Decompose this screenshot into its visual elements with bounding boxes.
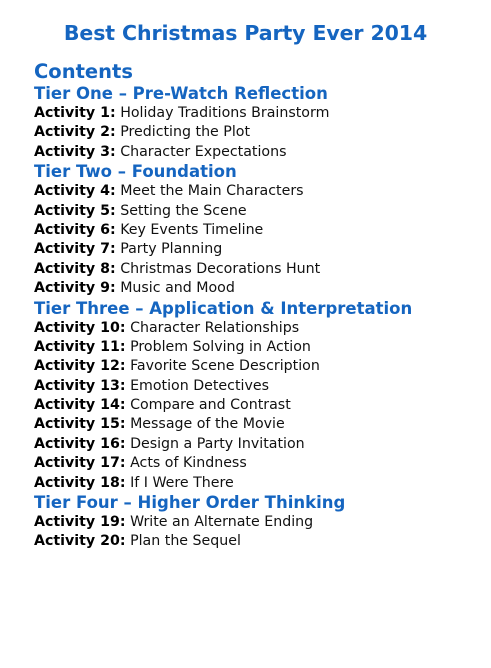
toc-entry-activity-7 (34, 240, 474, 259)
toc-entry-activity-15 (34, 415, 474, 434)
activity-name: Message of the Movie (130, 416, 285, 433)
activity-name: If I Were There (130, 474, 234, 491)
activity-name: Emotion Detectives (130, 377, 269, 394)
activity-name: Music and Mood (120, 280, 235, 297)
toc-entry-activity-12 (34, 357, 474, 376)
activity-name: Write an Alternate Ending (130, 514, 314, 531)
activity-label: Activity 6: (34, 221, 116, 238)
tier-four-heading: Tier Four – Higher Order Thinking (34, 493, 346, 513)
toc-entry-activity-5 (34, 202, 474, 221)
toc-entry-activity-17 (34, 454, 474, 473)
activity-label: Activity 5: (34, 202, 116, 219)
activity-label: Activity 18: (34, 474, 126, 491)
activity-label: Activity 11: (34, 338, 126, 355)
activity-label: Activity 1: (34, 105, 116, 121)
activity-name: Christmas Decorations Hunt (120, 260, 321, 277)
toc-entry-activity-18 (34, 474, 474, 493)
toc-entry-activity-20 (34, 532, 474, 551)
activity-label: Activity 2: (34, 124, 116, 141)
toc-entry-activity-13 (34, 377, 474, 396)
activity-name: Favorite Scene Description (130, 358, 320, 375)
table-of-contents (34, 84, 474, 552)
activity-name: Compare and Contrast (130, 397, 291, 414)
activity-label: Activity 7: (34, 241, 116, 258)
toc-entry-activity-9 (34, 279, 474, 298)
activity-label: Activity 16: (34, 435, 126, 452)
activity-label: Activity 12: (34, 358, 126, 375)
toc-entry-activity-16 (34, 435, 474, 454)
activity-label: Activity 9: (34, 280, 116, 297)
toc-entry-activity-4 (34, 182, 474, 201)
activity-name: Holiday Traditions Brainstorm (120, 105, 330, 121)
toc-entry-activity-6 (34, 221, 474, 240)
toc-entry-activity-1 (34, 104, 474, 123)
activity-label: Activity 14: (34, 397, 126, 414)
toc-entry-activity-11 (34, 338, 474, 357)
activity-name: Meet the Main Characters (120, 183, 304, 200)
activity-label: Activity 13: (34, 377, 126, 394)
activity-label: Activity 3: (34, 143, 116, 160)
document-title: Best Christmas Party Ever 2014 (63, 21, 428, 45)
tier-one-heading: Tier One – Pre-Watch Reflection (34, 84, 328, 103)
toc-entry-activity-10 (34, 319, 474, 338)
activity-name: Acts of Kindness (130, 455, 247, 472)
activity-label: Activity 10: (34, 319, 126, 336)
toc-entry-activity-8 (34, 260, 474, 279)
activity-label: Activity 19: (34, 514, 126, 531)
activity-label: Activity 4: (34, 183, 116, 200)
contents-heading: Contents (34, 60, 133, 83)
activity-label: Activity 17: (34, 455, 126, 472)
activity-name: Setting the Scene (120, 202, 247, 219)
activity-label: Activity 20: (34, 533, 126, 550)
activity-name: Plan the Sequel (130, 533, 241, 550)
activity-name: Predicting the Plot (120, 124, 251, 141)
toc-entry-activity-3 (34, 143, 474, 162)
toc-entry-activity-14 (34, 396, 474, 415)
activity-name: Key Events Timeline (120, 221, 264, 238)
activity-name: Character Relationships (130, 319, 300, 336)
toc-entry-activity-2 (34, 123, 474, 142)
tier-two-heading: Tier Two – Foundation (34, 162, 237, 182)
activity-label: Activity 8: (34, 260, 116, 277)
activity-label: Activity 15: (34, 416, 126, 433)
activity-name: Party Planning (120, 241, 223, 258)
toc-entry-activity-19 (34, 513, 474, 532)
activity-name: Problem Solving in Action (130, 338, 311, 355)
activity-name: Character Expectations (120, 143, 287, 160)
activity-name: Design a Party Invitation (130, 435, 305, 452)
tier-three-heading: Tier Three – Application & Interpretation (34, 298, 413, 318)
